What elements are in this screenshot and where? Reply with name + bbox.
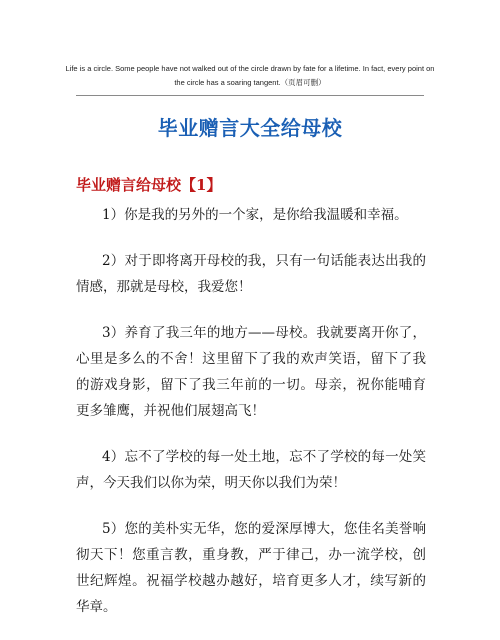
section-heading: 毕业赠言给母校【1】: [76, 176, 222, 194]
paragraph-1: 1）你是我的另外的一个家，是你给我温暖和幸福。: [102, 207, 408, 223]
paragraph-5: 5）您的美朴实无华，您的爱深厚博大，您佳名美誉响彻天下！您重言教，重身教，严于律己，办一流学校，创世纪辉煌。祝福学校越办越好，培育更多人才，续写新的华章。: [76, 521, 426, 615]
page-header-note: Life is a circle. Some people have not walked out of the circle drawn by fate for a lifetime. In fact, every point on the circle has a soaring tangent.（页眉可删）: [65, 64, 435, 87]
document-title: 毕业赠言大全给母校: [157, 116, 343, 140]
paragraph-3: 3）养育了我三年的地方——母校。我就要离开你了，心里是多么的不舍！这里留下了我的欢声笑语，留下了我的游戏身影，留下了我三年前的一切。母亲，祝你能哺育更多雏鹰，并祝他们展翅高飞！: [76, 325, 426, 419]
paragraph-4: 4）忘不了学校的每一处土地，忘不了学校的每一处笑声，今天我们以你为荣，明天你以我们为荣！: [76, 449, 426, 491]
document-body: [76, 202, 426, 640]
header-divider: [76, 95, 424, 96]
paragraph-2: 2）对于即将离开母校的我，只有一句话能表达出我的情感，那就是母校，我爱您！: [76, 253, 426, 295]
